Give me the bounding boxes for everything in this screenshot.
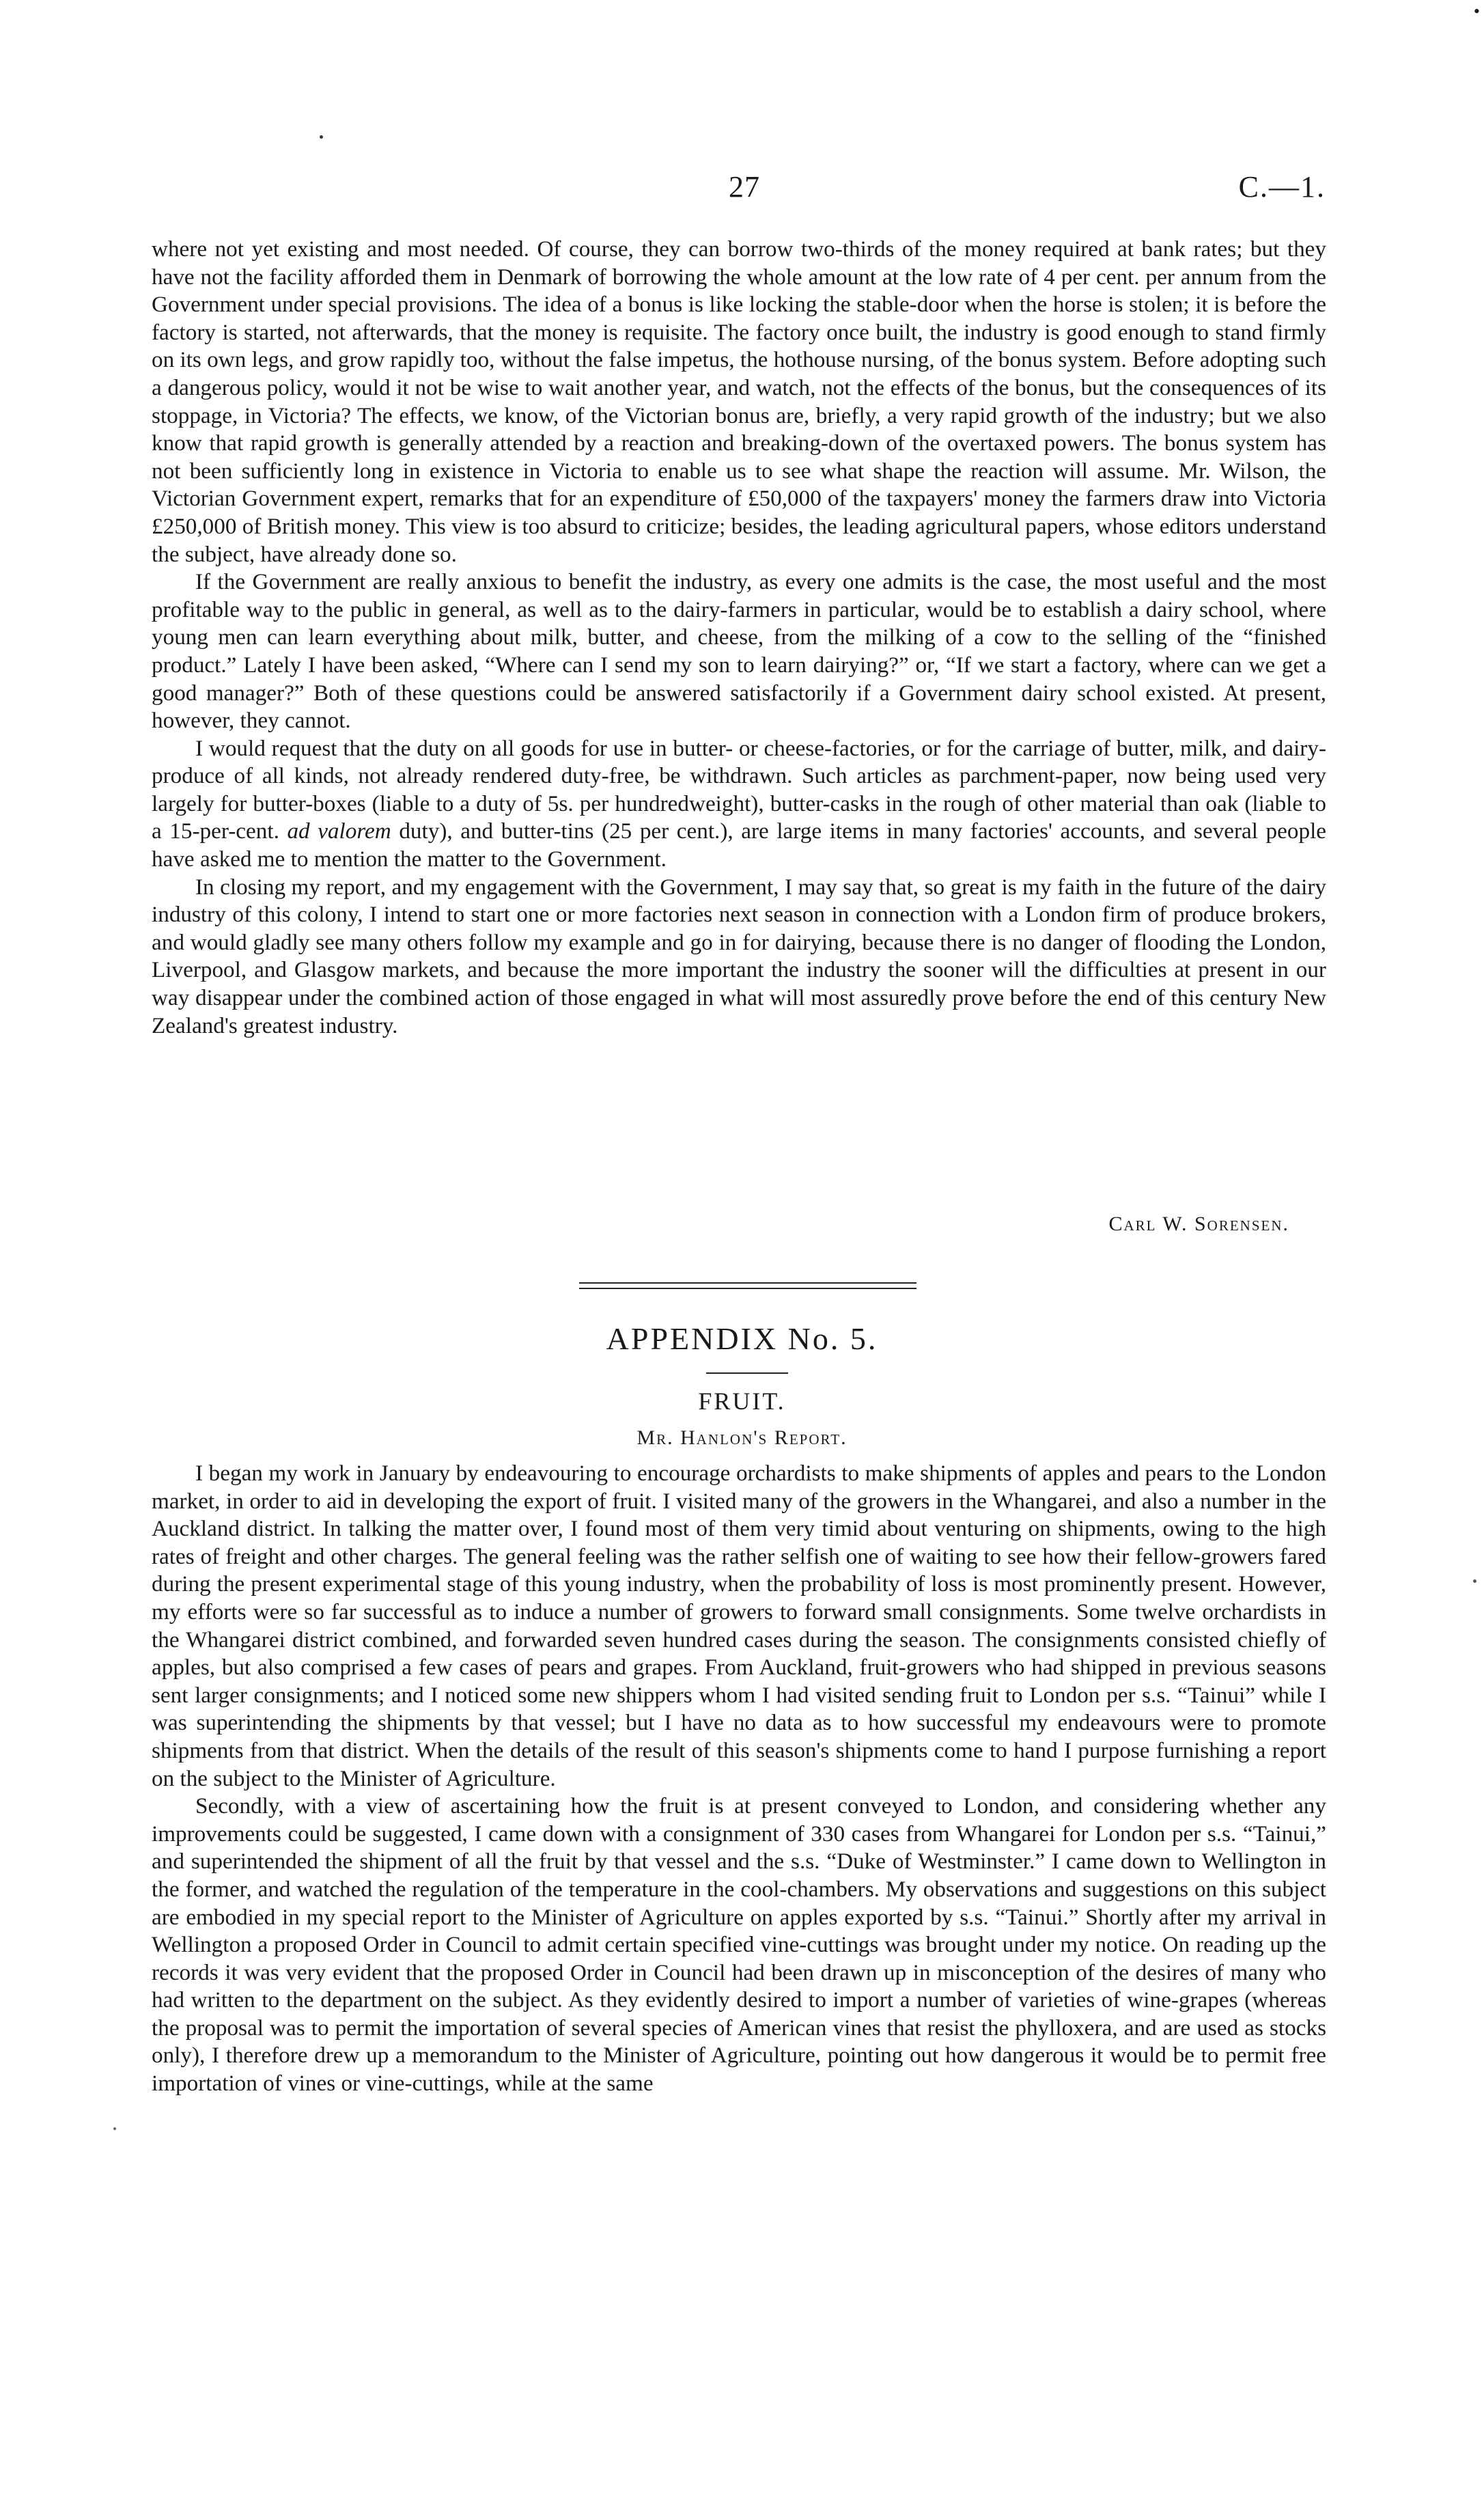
dairy-report-continuation	[152, 236, 1326, 1040]
page-number: 27	[729, 170, 760, 204]
section-subtitle: FRUIT.	[698, 1387, 786, 1415]
report-title: Mr. Hanlon's Report.	[636, 1426, 848, 1449]
document-code: C.—1.	[1238, 170, 1326, 204]
corner-mark: •	[1473, 1, 1480, 21]
fruit-report-body	[152, 1460, 1326, 2098]
paragraph: Secondly, with a view of ascertaining how the fruit is at present conveyed to London, and considering whether any improvements could be suggested, I came down with a consignment of 330 cases from Whangarei for London per s.s. “Tainui,” and superintended the shipment of all the fruit by that vessel and the s.s. “Duke of Westminster.” I came down to Wellington in the former, and watched the regulation of the temperature in the cool-chambers. My observations and suggestions on this subject are embodied in my special report to the Minister of Agriculture on apples exported by s.s. “Tainui.” Shortly after my arrival in Wellington a proposed Order in Council to admit certain specified vine-cuttings was brought under my notice. On reading up the records it was very evident that the proposed Order in Council had been drawn up in misconception of the desires of many who had written to the department on the subject. As they evidently desired to import a number of varieties of wine-grapes (whereas the proposal was to permit the importation of several species of American vines that resist the phylloxera, and are used as stocks only), I therefore drew up a memorandum to the Minister of Agriculture, pointing out how dangerous it would be to permit free importation of vines or vine-cuttings, while at the same	[152, 1793, 1326, 2097]
signature: Carl W. Sorensen.	[1108, 1213, 1289, 1235]
ad-valorem-term: ad valorem	[287, 818, 391, 844]
paragraph-text: duty), and butter-tins (25 per cent.), are large items in many factories' accounts, and several people have asked me to mention the matter to the Government.	[152, 818, 1327, 872]
paragraph: If the Government are really anxious to benefit the industry, as every one admits is the case, the most useful and the most profitable way to the public in general, as well as to the dairy-farmers in particular, would be to establish a dairy school, where young men can learn everything about milk, butter, and cheese, from the milking of a cow to the selling of the “finished product.” Lately I have been asked, “Where can I send my son to learn dairying?” or, “If we start a factory, where can we get a good manager?” Both of these questions could be answered satisfactorily if a Government dairy school existed. At present, however, they cannot.	[152, 569, 1326, 734]
appendix-title: APPENDIX No. 5.	[606, 1321, 878, 1356]
stray-dot	[320, 135, 323, 139]
paragraph: In closing my report, and my engagement with the Government, I may say that, so great is my faith in the future of the dairy industry of this colony, I intend to start one or more factories next season in connection with a London firm of produce brokers, and would gladly see many others follow my example and go in for dairying, because there is no danger of flooding the London, Liverpool, and Glasgow markets, and because the more important the industry the sooner will the difficulties at present in our way disappear under the combined action of those engaged in what will most assuredly prove before the end of this century New Zealand's greatest industry.	[152, 874, 1326, 1038]
stray-dot	[113, 2127, 116, 2130]
stray-dot	[1473, 1579, 1476, 1583]
paragraph: where not yet existing and most needed. Of course, they can borrow two-thirds of the money required at bank rates; but they have not the facility afforded them in Denmark of borrowing the whole amount at the low rate of 4 per cent. per annum from the Government under special provisions. The idea of a bonus is like locking the stable-door when the horse is stolen; it is before the factory is started, not afterwards, that the money is requisite. The factory once built, the industry is good enough to stand firmly on its own legs, and grow rapidly too, without the false impetus, the hothouse nursing, of the bonus system. Before adopting such a dangerous policy, would it not be wise to wait another year, and watch, not the effects of the bonus, but the consequences of its stoppage, in Victoria? The effects, we know, of the Victorian bonus are, briefly, a very rapid growth of the industry; but we also know that rapid growth is generally attended by a reaction and breaking-down of the overtaxed powers. The bonus system has not been sufficiently long in existence in Victoria to enable us to see what shape the reaction will assume. Mr. Wilson, the Victorian Government expert, remarks that for an expenditure of £50,000 of the taxpayers' money the farmers draw into Victoria £250,000 of British money. This view is too absurd to criticize; besides, the leading agricultural papers, whose editors understand the subject, have already done so.	[152, 236, 1326, 567]
title-underline	[706, 1372, 788, 1374]
paragraph	[152, 735, 1326, 874]
section-divider	[579, 1282, 916, 1289]
paragraph-text: I would request that the duty on all goods for use in butter- or cheese-factories, or for the carriage of butter, milk, and dairy-produce of all kinds, not already rendered duty-free, be withdrawn. Such articles as parchment-paper, now being used very largely for butter-boxes (liable to a duty of 5s. per hundredweight), butter-casks in the rough of other material than oak (liable to a 15-per-cent.	[152, 735, 1326, 844]
paragraph: I began my work in January by endeavouring to encourage orchardists to make shipments of apples and pears to the London market, in order to aid in developing the export of fruit. I visited many of the growers in the Whangarei, and also a number in the Auckland district. In talking the matter over, I found most of them very timid about venturing on shipments, owing to the high rates of freight and other charges. The general feeling was the rather selfish one of waiting to see how their fellow-growers fared during the present experimental stage of this young industry, when the probability of loss is most prominently present. However, my efforts were so far successful as to induce a number of growers to forward small consignments. Some twelve orchardists in the Whangarei district combined, and forwarded seven hundred cases during the season. The consignments consisted chiefly of apples, but also comprised a few cases of pears and grapes. From Auckland, fruit-growers who had shipped in previous seasons sent larger consignments; and I noticed some new shippers whom I had visited sending fruit to London per s.s. “Tainui” while I was superintending the shipments by that vessel; but I have no data as to how successful my endeavours were to promote shipments from that district. When the details of the result of this season's shipments come to hand I purpose furnishing a report on the subject to the Minister of Agriculture.	[152, 1461, 1326, 1791]
